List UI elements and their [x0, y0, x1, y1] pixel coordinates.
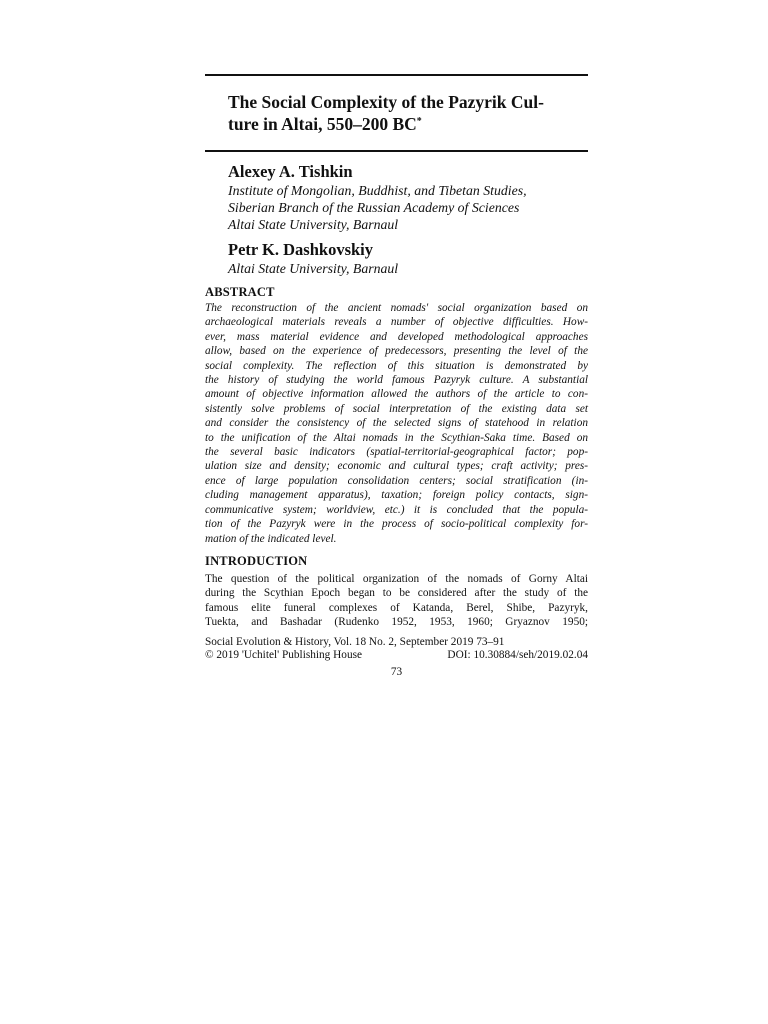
- abstract-line: ence of large population consolidation centers; social stratification (in-: [205, 474, 588, 487]
- abstract-heading: ABSTRACT: [205, 285, 275, 299]
- footer-row: [205, 649, 588, 663]
- abstract-line: and consider the consistency of the selected signs of statehood in relation: [205, 417, 588, 430]
- author-1-affiliation-3: Altai State University, Barnaul: [228, 217, 399, 232]
- paper-title: [228, 91, 588, 135]
- abstract-line: social complexity. The reflection of this situation is demonstrated by: [205, 359, 588, 372]
- abstract-body: [205, 301, 588, 546]
- title-line-2: [228, 113, 588, 135]
- introduction-line: during the Scythian Epoch began to be considered after the study of the: [205, 587, 588, 600]
- paper-page: [205, 74, 588, 679]
- abstract-line: the history of studying the world famous Pazyryk culture. A substantial: [205, 374, 588, 387]
- author-1-affiliations: [228, 182, 588, 233]
- abstract-line: cluding management apparatus), taxation; foreign policy contacts, sign-: [205, 489, 588, 502]
- author-2-affiliations: [228, 260, 588, 277]
- top-rule: [205, 74, 588, 76]
- abstract-line: allow, based on the experience of predecessors, presenting the level of the: [205, 345, 588, 358]
- authors: [228, 162, 588, 277]
- page-number: 73: [390, 665, 403, 678]
- introduction-heading: INTRODUCTION: [205, 553, 308, 568]
- abstract-line: tion of the Pazyryk were in the process of socio-political complexity for-: [205, 518, 588, 531]
- abstract-line: archaeological materials reveals a number of objective difficulties. How-: [205, 316, 588, 329]
- introduction-body: [205, 572, 588, 630]
- abstract-line: the several basic indicators (spatial-territorial-geographical factor; pop-: [205, 446, 588, 459]
- journal-citation: Social Evolution & History, Vol. 18 No. 2, September 2019 73–91: [205, 635, 505, 648]
- abstract-line: ulation size and density; economic and cultural types; craft activity; pres-: [205, 460, 588, 473]
- author-name-2: Petr K. Dashkovskiy: [228, 240, 374, 259]
- abstract-line: sistently solve problems of social interpretation of the existing data set: [205, 402, 588, 415]
- introduction-line: The question of the political organization of the nomads of Gorny Altai: [205, 572, 588, 585]
- doi-link[interactable]: DOI: 10.30884/seh/2019.02.04: [447, 649, 588, 662]
- copyright-notice: © 2019 'Uchitel' Publishing House: [205, 649, 362, 662]
- introduction-line: famous elite funeral complexes of Katanda, Berel, Shibe, Pazyryk,: [205, 601, 588, 614]
- abstract-line: mation of the indicated level.: [205, 532, 337, 545]
- abstract-line: communicative system; worldview, etc.) it is concluded that the popula-: [205, 503, 588, 516]
- page-footer: [205, 636, 588, 679]
- title-footnote-mark[interactable]: *: [416, 116, 422, 127]
- title-bottom-rule: [205, 150, 588, 152]
- title-line-2-text: ture in Altai, 550–200 BC: [228, 114, 417, 134]
- author-1-affiliation-2: Siberian Branch of the Russian Academy of Sciences: [228, 200, 520, 215]
- abstract-line: ever, mass material evidence and developed methodological approaches: [205, 330, 588, 343]
- author-name-1: Alexey A. Tishkin: [228, 162, 353, 181]
- abstract-line: The reconstruction of the ancient nomads' social organization based on: [205, 302, 588, 314]
- abstract-line: to the unification of the Altai nomads in the Scythian-Saka time. Based on: [205, 431, 588, 444]
- author-1-affiliation-1: Institute of Mongolian, Buddhist, and Tibetan Studies,: [228, 183, 527, 198]
- author-2-affiliation-1: Altai State University, Barnaul: [228, 261, 399, 276]
- abstract-line: amount of objective information allowed the authors of the article to con-: [205, 388, 588, 401]
- title-line-1: The Social Complexity of the Pazyrik Cul-: [228, 92, 544, 112]
- introduction-line: Tuekta, and Bashadar (Rudenko 1952, 1953, 1960; Gryaznov 1950;: [205, 616, 588, 629]
